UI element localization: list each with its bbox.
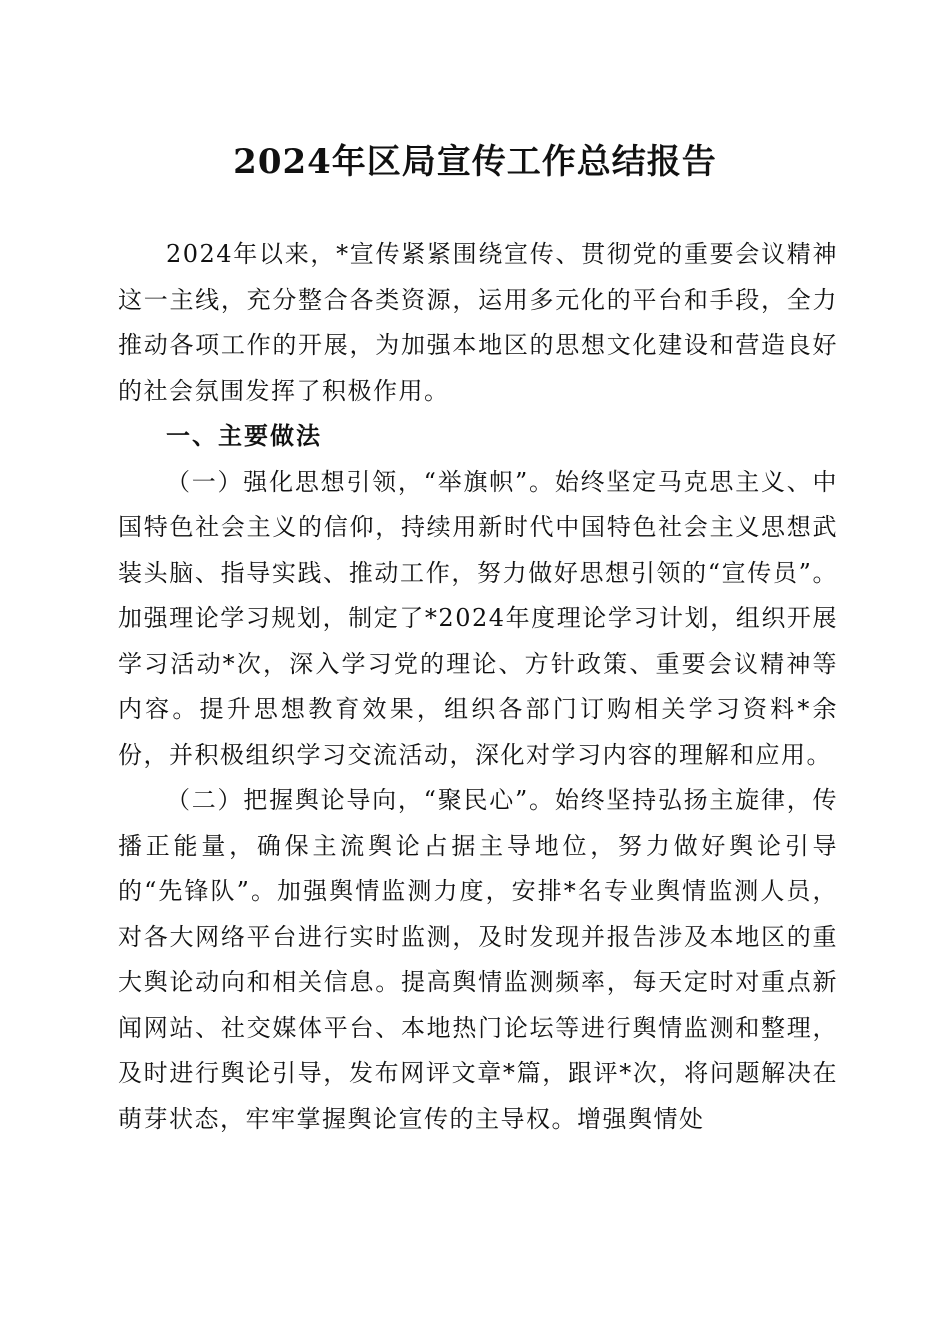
section-heading-main-practices: 一、主要做法: [166, 422, 322, 450]
document-title: 2024年区局宣传工作总结报告: [233, 142, 717, 182]
paragraph-public-opinion: （二）把握舆论导向，“聚民心”。始终坚持弘扬主旋律，传播正能量，确保主流舆论占据主导地位，努力做好舆论引导的“先锋队”。加强舆情监测力度，安排*名专业舆情监测人员，对各大网络平台进行实时监测，及时发现并报告涉及本地区的重大舆论动向和相关信息。提高舆情监测频率，每天定时对重点新闻网站、社交媒体平台、本地热门论坛等进行舆情监测和整理，及时进行舆论引导，发布网评文章*篇，跟评*次，将问题解决在萌芽状态，牢牢掌握舆论宣传的主导权。增强舆情处: [118, 786, 838, 1133]
document-body: [118, 232, 838, 1142]
intro-paragraph: 2024年以来，*宣传紧紧围绕宣传、贯彻党的重要会议精神这一主线，充分整合各类资源，运用多元化的平台和手段，全力推动各项工作的开展，为加强本地区的思想文化建设和营造良好的社会氛围发挥了积极作用。: [118, 240, 838, 405]
paragraph-thought-leadership: （一）强化思想引领，“举旗帜”。始终坚定马克思主义、中国特色社会主义的信仰，持续用新时代中国特色社会主义思想武装头脑、指导实践、推动工作，努力做好思想引领的“宣传员”。加强理论学习规划，制定了*2024年度理论学习计划，组织开展学习活动*次，深入学习党的理论、方针政策、重要会议精神等内容。提升思想教育效果，组织各部门订购相关学习资料*余份，并积极组织学习交流活动，深化对学习内容的理解和应用。: [118, 467, 838, 769]
